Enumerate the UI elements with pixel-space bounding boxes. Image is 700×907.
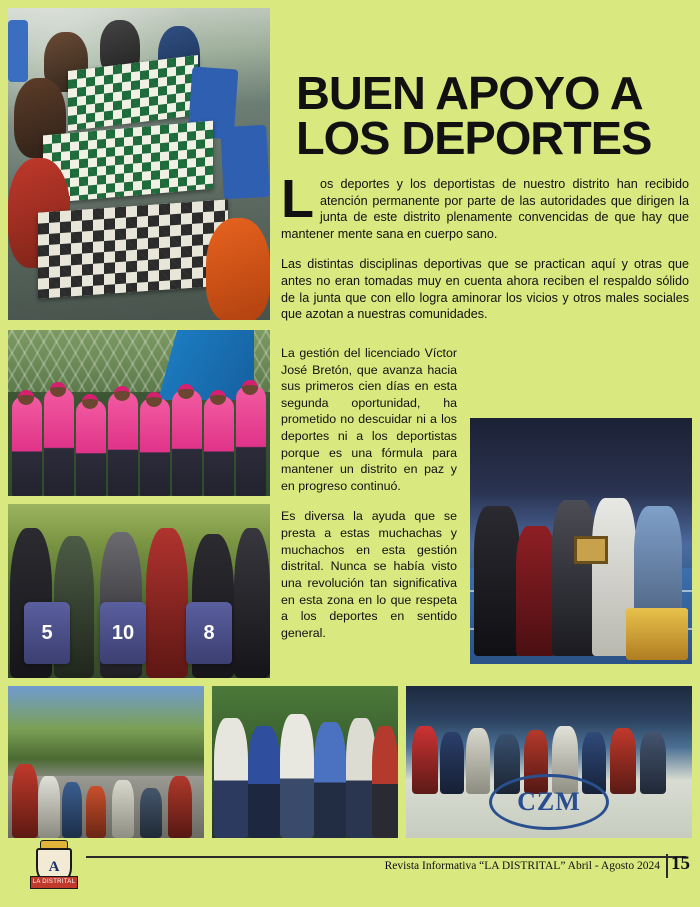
player-figure	[248, 726, 280, 838]
player-head	[210, 390, 226, 405]
person-figure	[112, 780, 134, 838]
person-figure	[206, 218, 270, 320]
person-figure	[86, 786, 106, 838]
page-title	[296, 66, 696, 164]
photo-pink-softball-team	[8, 330, 270, 496]
jersey-item: 8	[186, 602, 232, 664]
person-figure	[440, 732, 464, 794]
player-head	[82, 394, 98, 409]
player-figure	[12, 396, 42, 496]
photo-street-parade	[8, 686, 204, 838]
person-figure	[140, 788, 162, 838]
footer-divider	[86, 856, 686, 858]
person-figure	[466, 728, 490, 794]
person-figure	[12, 764, 38, 838]
footer-credit: Revista Informativa “LA DISTRITAL” Abril - Agosto 2024	[384, 860, 660, 872]
player-head	[146, 392, 162, 407]
player-figure	[236, 386, 266, 496]
award-plaque	[574, 536, 608, 564]
player-figure	[108, 392, 138, 496]
person-figure	[640, 732, 666, 794]
court-logo: CZM	[489, 774, 609, 830]
player-figure	[204, 396, 234, 496]
jersey-item: 5	[24, 602, 70, 664]
page-number: 15	[671, 853, 690, 874]
player-figure	[314, 722, 346, 838]
player-figure	[214, 718, 248, 838]
crest-shield: A	[36, 848, 72, 886]
player-figure	[372, 726, 398, 838]
player-head	[242, 380, 258, 395]
article-paragraph-1	[281, 169, 689, 242]
person-figure	[516, 526, 556, 656]
municipal-crest-icon	[30, 840, 78, 890]
player-figure	[76, 400, 106, 496]
person-figure	[62, 782, 82, 838]
photo-group-indoor-court	[406, 686, 692, 838]
person-figure	[474, 506, 520, 656]
page-number-divider	[666, 854, 668, 878]
paragraph-1-text: os deportes y los deportistas de nuestro distrito han recibido atención permanente por parte de las autoridades que dirigen la junta de este distrito plenamente convencidas de que hay que mantener mente sana en cuerpo sano.	[281, 177, 689, 241]
article-paragraph-4: Es diversa la ayuda que se presta a estas muchachas y muchachos en esta gestión distrital. Nunca se había visto una revolución tan significativa en esta zona en lo que respeta a los deportes en sentido general.	[281, 509, 457, 640]
player-figure	[44, 388, 74, 496]
player-figure	[140, 398, 170, 496]
article-column-narrow	[281, 345, 457, 655]
photo-award-ceremony	[470, 418, 692, 664]
person-figure	[552, 500, 596, 656]
person-figure	[38, 776, 60, 838]
player-head	[178, 384, 194, 399]
person-figure	[146, 528, 188, 678]
player-head	[114, 386, 130, 401]
photo-teams-handshake	[212, 686, 398, 838]
headline-line-1: BUEN APOYO A	[296, 66, 643, 119]
trophy-box	[626, 608, 688, 660]
article-column-wide	[281, 169, 689, 337]
headline-line-2: LOS DEPORTES	[296, 111, 652, 164]
chair-blue	[220, 125, 270, 199]
drop-cap: L	[281, 169, 314, 229]
player-figure	[172, 390, 202, 496]
crest-banner: LA DISTRITAL	[30, 876, 78, 889]
person-figure	[234, 528, 270, 678]
person-figure	[610, 728, 636, 794]
player-figure	[280, 714, 314, 838]
article-paragraph-3: La gestión del licenciado Víctor José Bretón, que avanza hacia sus primeros cien días en esta segunda oportunidad, ha prometido no descuidar ni a los deportes ni a los deportistas porque es una fórmula para mantener un distrito en paz y en progreso continuó.	[281, 346, 457, 493]
photo-chess-tournament	[8, 8, 270, 320]
photo-jersey-handover	[8, 504, 270, 678]
jersey-item: 10	[100, 602, 146, 664]
person-figure	[412, 726, 438, 794]
article-paragraph-2: Las distintas disciplinas deportivas que se practican aquí y otras que antes no eran tomadas muy en cuenta ahora reciben el respaldo sólido de la junta que con ello logra aminorar los vicios y otros males sociales que azotan a nuestras comunidades.	[281, 257, 689, 322]
player-head	[18, 390, 34, 405]
player-head	[50, 382, 66, 397]
person-figure	[168, 776, 192, 838]
chess-board	[38, 199, 228, 298]
chair-blue	[8, 20, 28, 82]
